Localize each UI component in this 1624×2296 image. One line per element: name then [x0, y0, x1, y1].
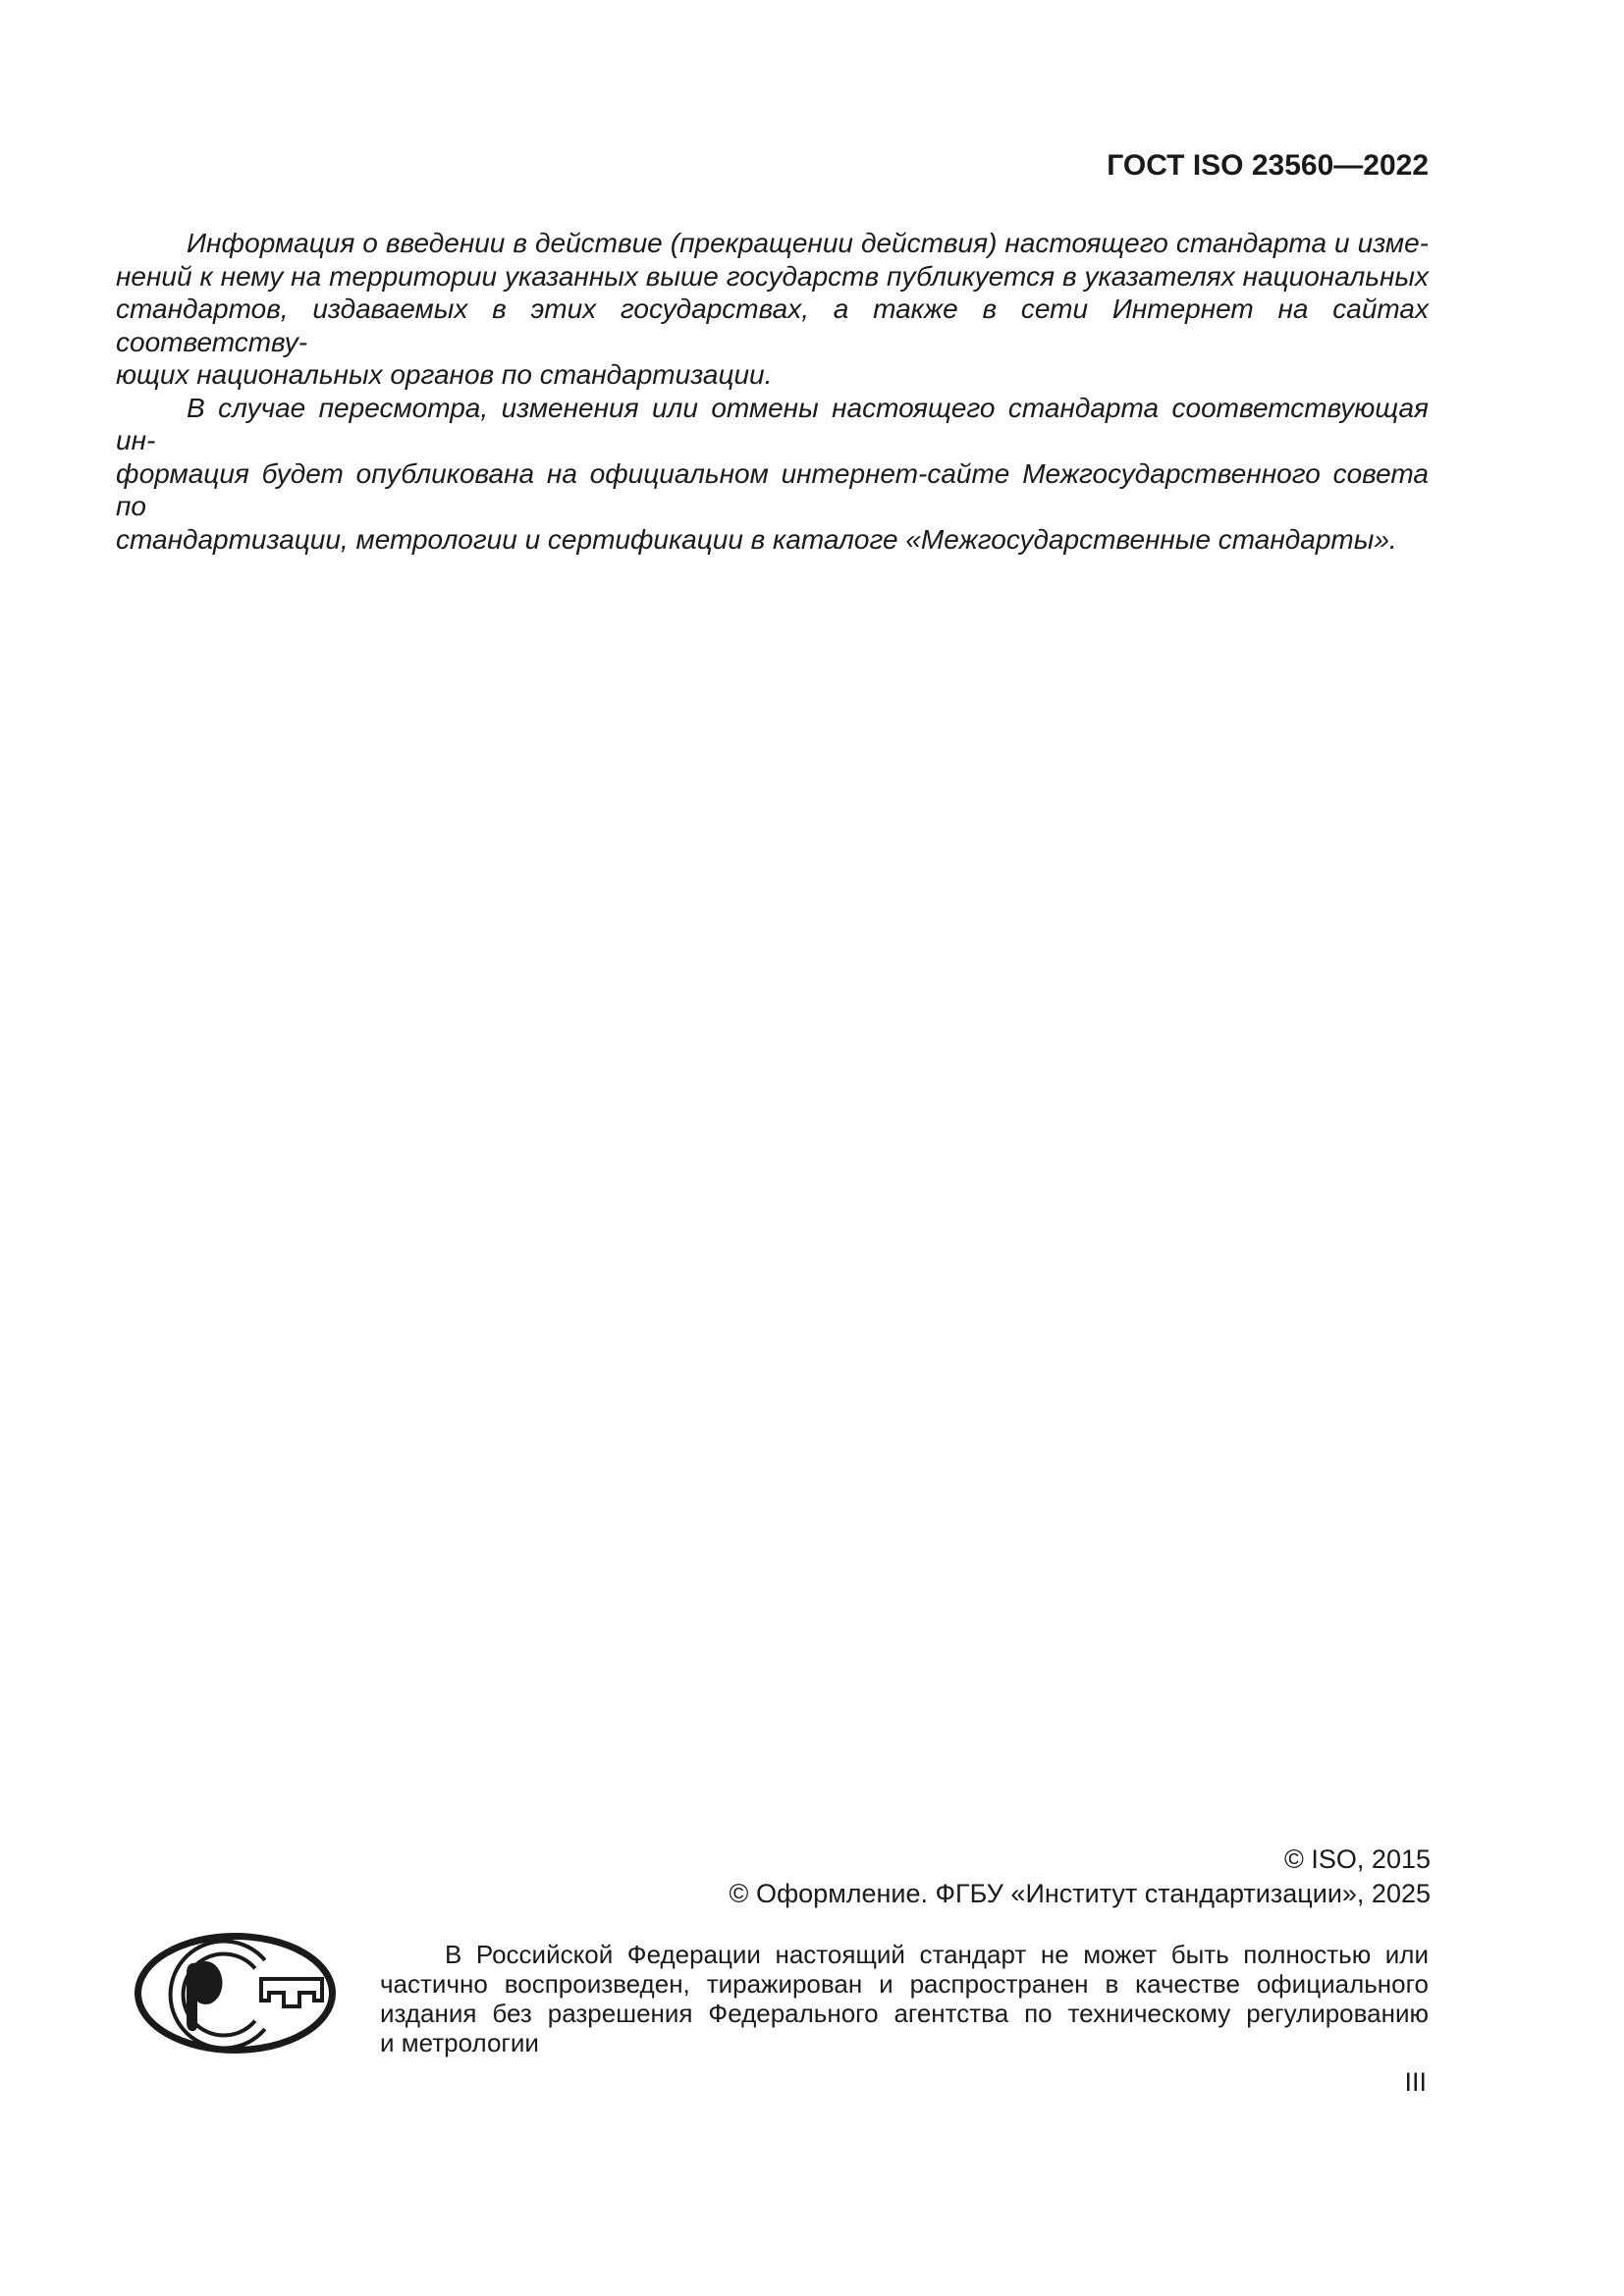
text-line: В Российской Федерации настоящий стандарт не может быть полностью или	[445, 1940, 1429, 1969]
text-line: В случае пересмотра, изменения или отмены настоящего стандарта соответствующая ин-	[116, 392, 1429, 455]
intro-paragraph-1	[116, 227, 1429, 392]
rst-logo-icon	[134, 1932, 337, 2055]
text-line: частично воспроизведен, тиражирован и распространен в качестве официального	[380, 1969, 1429, 1999]
intro-block	[116, 227, 1429, 556]
copyright-block	[730, 1842, 1431, 1911]
text-line: издания без разрешения Федерального агентства по техническому регулированию	[380, 1999, 1429, 2028]
restriction-paragraph	[380, 1940, 1429, 2057]
text-line: стандартизации, метрологии и сертификации в каталоге «Межгосударственные стандарты».	[116, 523, 1397, 555]
text-line: ющих национальных органов по стандартизации.	[116, 359, 773, 390]
copyright-design-line: © Оформление. ФГБУ «Институт стандартизации», 2025	[729, 1879, 1431, 1908]
text-line: Информация о введении в действие (прекращении действия) настоящего стандарта и изме-	[187, 228, 1429, 258]
text-line: и метрологии	[380, 2028, 539, 2057]
text-line: нений к нему на территории указанных выше государств публикуется в указателях национальных	[116, 260, 1429, 292]
page-number: III	[1404, 2067, 1427, 2097]
intro-paragraph-2	[116, 392, 1429, 557]
text-line: формация будет опубликована на официальном интернет-сайте Межгосударственного совета по	[116, 457, 1429, 521]
copyright-iso-line: © ISO, 2015	[1284, 1844, 1431, 1874]
page-header: ГОСТ ISO 23560—2022	[1107, 149, 1429, 182]
text-line: стандартов, издаваемых в этих государствах, а также в сети Интернет на сайтах соответству-	[116, 294, 1429, 357]
